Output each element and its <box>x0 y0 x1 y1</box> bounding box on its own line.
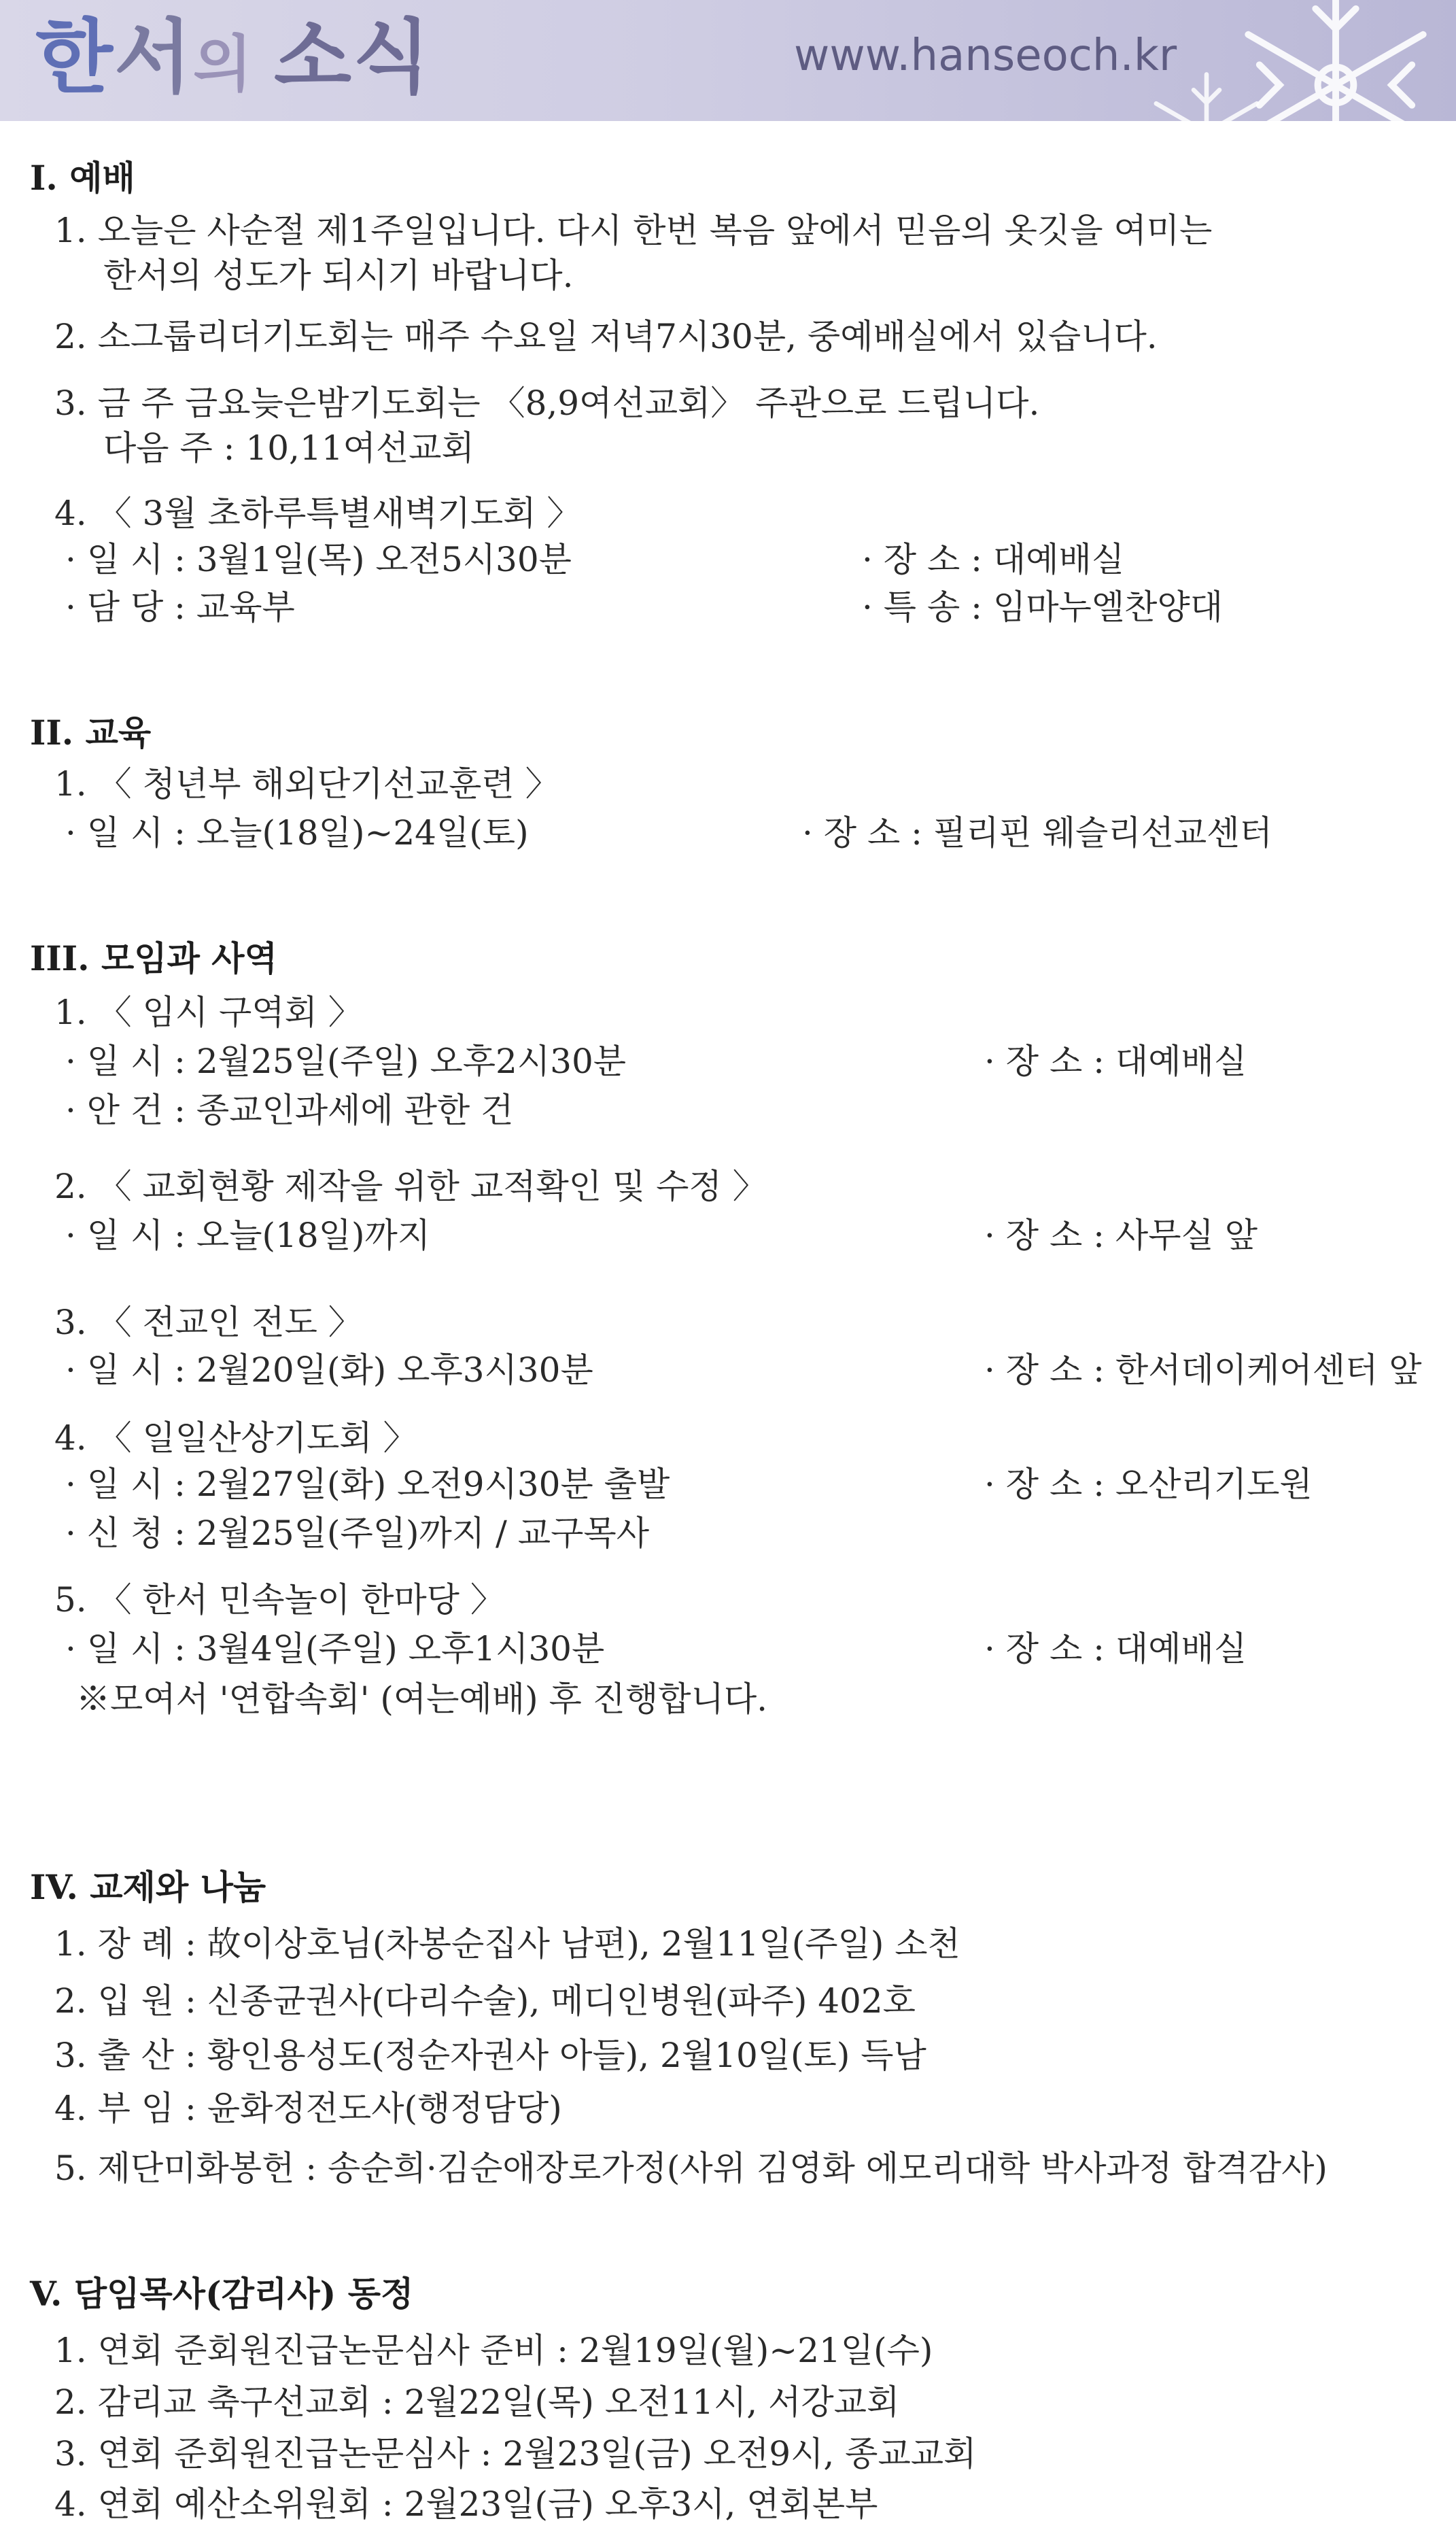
worship-item-4-special-song: · 특 송 : 임마누엘찬양대 <box>862 587 1224 627</box>
fellowship-item-4: 4. 부 임 : 윤화정전도사(행정담당) <box>54 2089 562 2128</box>
education-item-1-place: · 장 소 : 필리핀 웨슬리선교센터 <box>802 813 1272 853</box>
education-item-1: 1. 〈 청년부 해외단기선교훈련 〉 <box>54 764 559 804</box>
worship-item-1-cont: 한서의 성도가 되시기 바랍니다. <box>103 256 574 295</box>
fellowship-item-5: 5. 제단미화봉헌 : 송순희·김순애장로가정(사위 김영화 에모리대학 박사과정 합격감사) <box>54 2149 1328 2188</box>
education-item-1-time: · 일 시 : 오늘(18일)~24일(토) <box>65 813 529 853</box>
section-heading-ministry: III. 모임과 사역 <box>30 938 277 978</box>
worship-item-1: 1. 오늘은 사순절 제1주일입니다. 다시 한번 복음 앞에서 믿음의 옷깃을 여미는 <box>54 211 1213 250</box>
pastor-item-1: 1. 연회 준회원진급논문심사 준비 : 2월19일(월)~21일(수) <box>54 2331 933 2370</box>
worship-item-3-next: 다음 주 : 10,11여선교회 <box>103 428 474 468</box>
section-heading-fellowship: IV. 교제와 나눔 <box>30 1867 266 1907</box>
ministry-item-2: 2. 〈 교회현황 제작을 위한 교적확인 및 수정 〉 <box>54 1167 767 1206</box>
ministry-item-1: 1. 〈 임시 구역회 〉 <box>54 993 362 1032</box>
section-heading-worship: I. 예배 <box>30 158 135 198</box>
pastor-item-2: 2. 감리교 축구선교회 : 2월22일(목) 오전11시, 서강교회 <box>54 2382 900 2422</box>
ministry-item-4: 4. 〈 일일산상기도회 〉 <box>54 1418 417 1458</box>
section-heading-education: II. 교육 <box>30 713 152 753</box>
section-heading-pastor-schedule: V. 담임목사(감리사) 동정 <box>30 2274 414 2314</box>
ministry-item-1-agenda: · 안 건 : 종교인과세에 관한 건 <box>65 1091 514 1130</box>
ministry-item-2-place: · 장 소 : 사무실 앞 <box>984 1216 1258 1255</box>
ministry-item-3: 3. 〈 전교인 전도 〉 <box>54 1303 362 1342</box>
ministry-item-4-apply: · 신 청 : 2월25일(주일)까지 / 교구목사 <box>65 1513 649 1553</box>
worship-item-4-time: · 일 시 : 3월1일(목) 오전5시30분 <box>65 540 572 579</box>
title-part-3: 의 <box>193 29 254 100</box>
ministry-item-5-note: ※모여서 '연합속회' (여는예배) 후 진행합니다. <box>76 1679 768 1719</box>
ministry-item-3-time: · 일 시 : 2월20일(화) 오후3시30분 <box>65 1350 593 1390</box>
ministry-item-5-place: · 장 소 : 대예배실 <box>984 1629 1247 1669</box>
newsletter-title <box>35 10 432 112</box>
fellowship-item-2: 2. 입 원 : 신종균권사(다리수술), 메디인병원(파주) 402호 <box>54 1981 916 2021</box>
title-part-2: 서 <box>114 10 193 104</box>
fellowship-item-3: 3. 출 산 : 황인용성도(정순자권사 아들), 2월10일(토) 득남 <box>54 2036 926 2075</box>
worship-item-4: 4. 〈 3월 초하루특별새벽기도회 〉 <box>54 494 581 533</box>
worship-item-4-charge: · 담 당 : 교육부 <box>65 587 295 627</box>
pastor-item-3: 3. 연회 준회원진급논문심사 : 2월23일(금) 오전9시, 종교교회 <box>54 2434 977 2474</box>
worship-item-2: 2. 소그룹리더기도회는 매주 수요일 저녁7시30분, 중예배실에서 있습니다. <box>54 317 1158 356</box>
pastor-item-4: 4. 연회 예산소위원회 : 2월23일(금) 오후3시, 연회본부 <box>54 2484 878 2524</box>
snowflake-icon-small <box>1142 68 1271 197</box>
ministry-item-1-place: · 장 소 : 대예배실 <box>984 1042 1247 1081</box>
ministry-item-4-time: · 일 시 : 2월27일(화) 오전9시30분 출발 <box>65 1465 670 1504</box>
ministry-item-1-time: · 일 시 : 2월25일(주일) 오후2시30분 <box>65 1042 627 1081</box>
title-part-1: 한 <box>35 10 114 104</box>
title-part-4: 소식 <box>273 10 432 104</box>
ministry-item-2-time: · 일 시 : 오늘(18일)까지 <box>65 1216 431 1255</box>
ministry-item-5: 5. 〈 한서 민속놀이 한마당 〉 <box>54 1580 504 1620</box>
worship-item-3: 3. 금 주 금요늦은밤기도회는 〈8,9여선교회〉 주관으로 드립니다. <box>54 383 1040 423</box>
fellowship-item-1: 1. 장 례 : 故이상호님(차봉순집사 남편), 2월11일(주일) 소천 <box>54 1924 960 1964</box>
ministry-item-5-time: · 일 시 : 3월4일(주일) 오후1시30분 <box>65 1629 605 1669</box>
ministry-item-4-place: · 장 소 : 오산리기도원 <box>984 1465 1313 1504</box>
worship-item-4-place: · 장 소 : 대예배실 <box>862 540 1125 579</box>
ministry-item-3-place: · 장 소 : 한서데이케어센터 앞 <box>984 1350 1422 1390</box>
website-url: www.hanseoch.kr <box>794 31 1177 81</box>
